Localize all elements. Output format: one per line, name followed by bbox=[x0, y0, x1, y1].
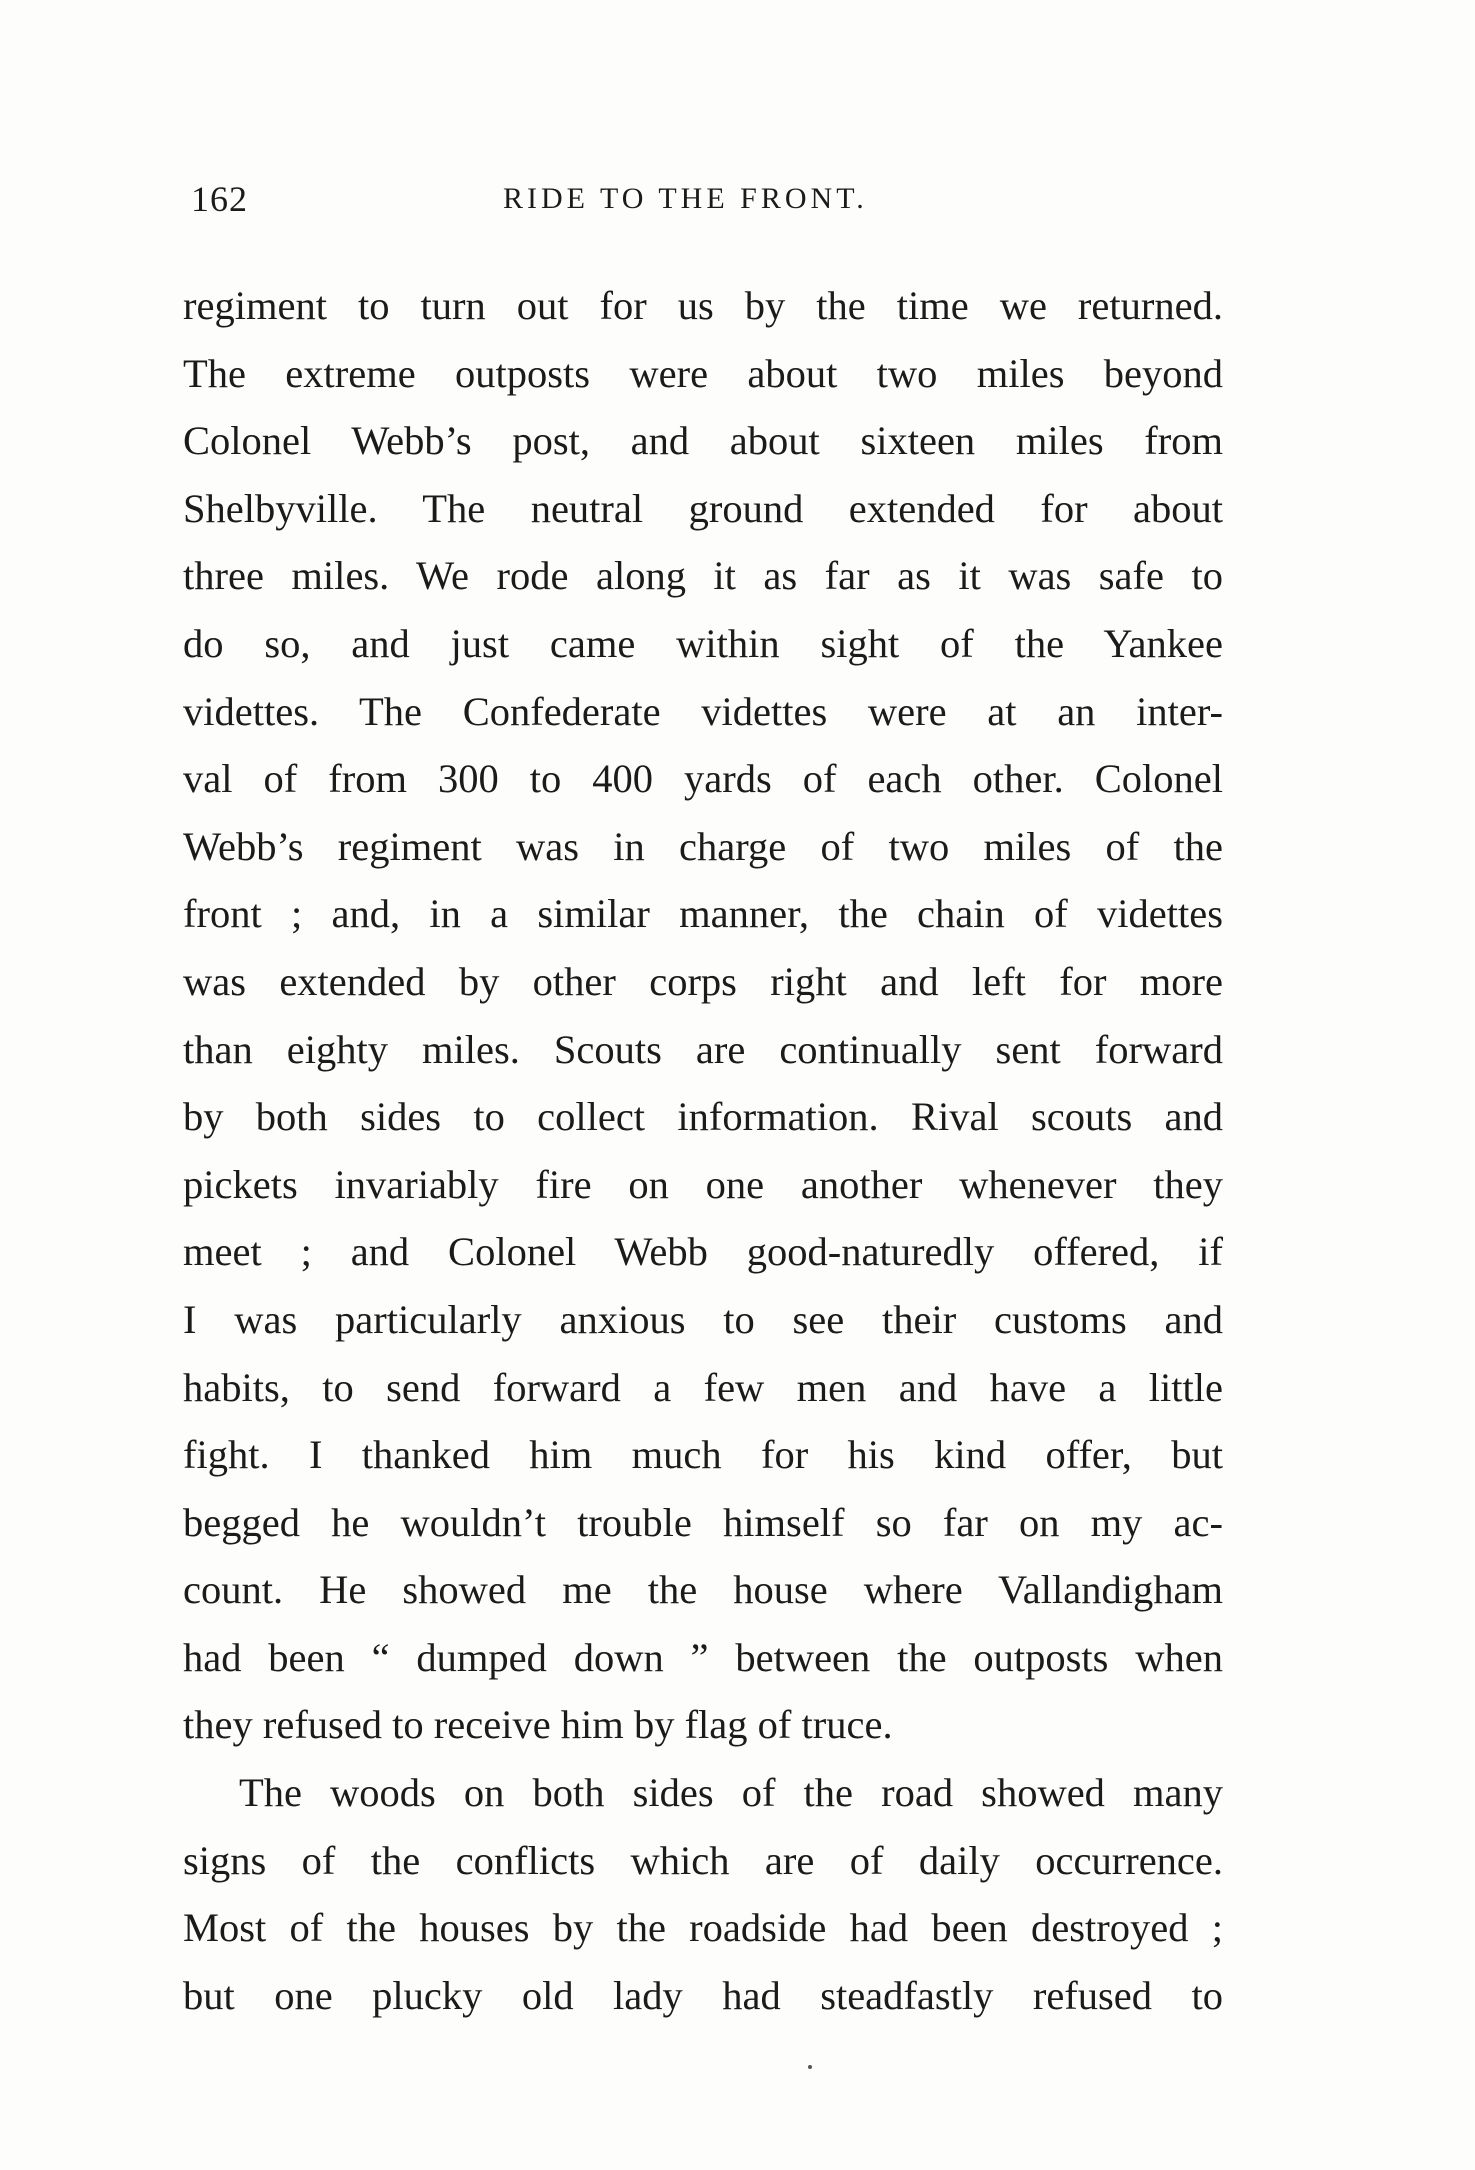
text-line: but one plucky old lady had steadfastly refused to bbox=[183, 1972, 1223, 2018]
text-line: front ; and, in a similar manner, the chain of videttes bbox=[183, 891, 1223, 937]
running-title: RIDE TO THE FRONT. bbox=[503, 182, 868, 215]
text-line: I was particularly anxious to see their customs and bbox=[183, 1296, 1223, 1342]
text-line: pickets invariably fire on one another whenever they bbox=[183, 1161, 1223, 1207]
text-line: had been “ dumped down ” between the outposts when bbox=[183, 1634, 1223, 1680]
paragraph-start-line: The woods on both sides of the road showed many bbox=[239, 1770, 1223, 1816]
text-line: than eighty miles. Scouts are continually sent forward bbox=[183, 1026, 1223, 1072]
text-line: Shelbyville. The neutral ground extended for about bbox=[183, 485, 1223, 531]
paragraph-end-line: they refused to receive him by flag of truce. bbox=[183, 1702, 893, 1748]
text-line: val of from 300 to 400 yards of each other. Colonel bbox=[183, 756, 1223, 802]
text-line: meet ; and Colonel Webb good-naturedly offered, if bbox=[183, 1229, 1223, 1275]
text-line: was extended by other corps right and left for more bbox=[183, 958, 1223, 1004]
ink-speck bbox=[808, 2065, 812, 2069]
text-line: Webb’s regiment was in charge of two miles of the bbox=[183, 823, 1223, 869]
text-line: three miles. We rode along it as far as it was safe to bbox=[183, 553, 1223, 599]
text-line: regiment to turn out for us by the time we returned. bbox=[183, 283, 1223, 328]
text-line: signs of the conflicts which are of daily occurrence. bbox=[183, 1837, 1223, 1883]
text-line: count. He showed me the house where Vallandigham bbox=[183, 1567, 1223, 1613]
text-line: videttes. The Confederate videttes were at an inter- bbox=[183, 688, 1223, 734]
text-line: The extreme outposts were about two miles beyond bbox=[183, 350, 1223, 396]
text-line: do so, and just came within sight of the Yankee bbox=[183, 620, 1223, 666]
text-line: habits, to send forward a few men and have a little bbox=[183, 1364, 1223, 1410]
text-line: Colonel Webb’s post, and about sixteen miles from bbox=[183, 418, 1223, 464]
page-number: 162 bbox=[191, 179, 248, 219]
text-line: by both sides to collect information. Rival scouts and bbox=[183, 1094, 1223, 1140]
text-line: Most of the houses by the roadside had been destroyed ; bbox=[183, 1905, 1223, 1951]
text-line: begged he wouldn’t trouble himself so far on my ac- bbox=[183, 1499, 1223, 1545]
body-text bbox=[183, 272, 1223, 2029]
running-head bbox=[183, 178, 1223, 228]
text-line: fight. I thanked him much for his kind offer, but bbox=[183, 1432, 1223, 1478]
